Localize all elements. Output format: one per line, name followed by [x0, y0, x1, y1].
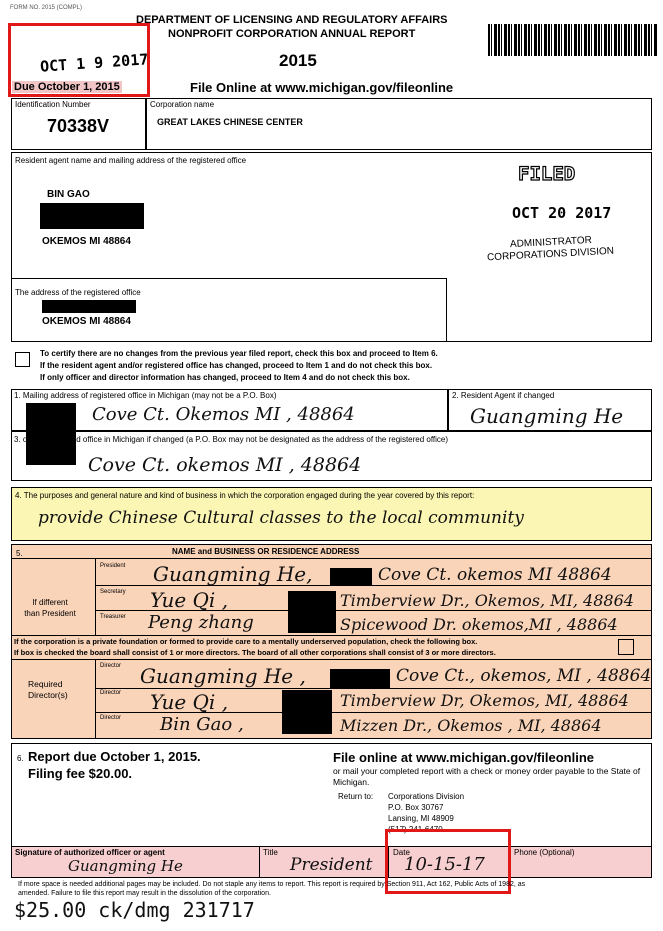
- certify-line-3: If only officer and director information has changed, proceed to Item 4 and do not check this box.: [40, 373, 410, 382]
- director1-name[interactable]: Guangming He ,: [140, 664, 306, 688]
- no-change-checkbox[interactable]: [15, 352, 30, 367]
- item1-label: 1. Mailing address of registered office in Michigan (may not be a P.O. Box): [14, 391, 277, 400]
- director2-name[interactable]: Yue Qi ,: [150, 690, 229, 714]
- item5-num: 5.: [16, 549, 23, 558]
- treasurer-name[interactable]: Peng zhang: [148, 612, 254, 633]
- signature-label: Signature of authorized officer or agent: [15, 848, 165, 857]
- redacted-street: [40, 203, 144, 229]
- corp-name: GREAT LAKES CHINESE CENTER: [157, 117, 303, 127]
- signature-value[interactable]: Guangming He: [68, 857, 183, 875]
- reg-office-label: The address of the registered office: [15, 288, 141, 297]
- item5-title-rule: [11, 558, 652, 559]
- item3-value[interactable]: Cove Ct. okemos MI , 48864: [88, 454, 362, 476]
- redacted-president: [330, 568, 372, 586]
- item6-fee: Filing fee $20.00.: [28, 766, 133, 781]
- item2-label: 2. Resident Agent if changed: [452, 391, 555, 400]
- secretary-name[interactable]: Yue Qi ,: [150, 588, 229, 612]
- filed-division: CORPORATIONS DIVISION: [486, 245, 615, 264]
- item6-file-online[interactable]: File online at www.michigan.gov/fileonline: [333, 750, 594, 765]
- private-foundation-checkbox[interactable]: [618, 639, 634, 655]
- role-treasurer: Treasurer: [100, 614, 126, 620]
- role-director-3: Director: [100, 715, 122, 721]
- if-different-label: If different than President: [24, 598, 76, 618]
- role-president: President: [100, 563, 126, 569]
- footer-line-1: If more space is needed additional pages may be included. Do not staple any items to report. This report is required by Section 911, Act 162, Public Acts of 1982, as: [18, 881, 526, 888]
- filed-stamp: FILED: [518, 163, 576, 185]
- treasurer-addr[interactable]: Spicewood Dr. okemos,MI , 48864: [340, 615, 618, 634]
- report-year: 2015: [279, 51, 317, 70]
- private-line-2: If box is checked the board shall consist of 1 or more directors. The board of all other corporations shall consist of 3 or more directors.: [14, 648, 496, 657]
- role-director-1: Director: [100, 663, 122, 669]
- date-label: Date: [393, 848, 410, 857]
- ident-label: Identification Number: [15, 100, 91, 109]
- sig-title-divider: [259, 846, 260, 878]
- due-date: Due October 1, 2015: [14, 81, 120, 93]
- director1-addr[interactable]: Cove Ct., okemos, MI , 48864: [396, 666, 652, 686]
- item6-addr3: Lansing, MI 48909: [388, 814, 454, 823]
- barcode: [488, 24, 658, 56]
- private-rule: [11, 635, 652, 636]
- item4-value[interactable]: provide Chinese Cultural classes to the local community: [38, 508, 524, 528]
- item4-label: 4. The purposes and general nature and kind of business in which the corporation engaged during the year covered by this report:: [15, 491, 475, 500]
- date-value[interactable]: 10-15-17: [404, 854, 485, 875]
- director-col-rule: [95, 659, 96, 739]
- redacted-director1: [330, 669, 390, 689]
- item6-return-to: Return to:: [338, 792, 374, 801]
- secretary-rule: [95, 610, 652, 611]
- reg-office-city: OKEMOS MI 48864: [42, 316, 131, 327]
- private-line-1: If the corporation is a private foundation or formed to provide care to a mentally underserved population, check the following box.: [14, 637, 478, 646]
- role-secretary: Secretary: [100, 589, 126, 595]
- item6-phone: (517) 241-6470: [388, 825, 443, 834]
- agent-label: Resident agent name and mailing address of the registered office: [15, 156, 247, 165]
- department-title: DEPARTMENT OF LICENSING AND REGULATORY AFFAIRS: [136, 14, 448, 26]
- ident-number: 70338V: [47, 116, 110, 136]
- file-online-link[interactable]: File Online at www.michigan.gov/fileonline: [190, 80, 454, 95]
- agent-name: BIN GAO: [47, 189, 90, 200]
- item1-value[interactable]: Cove Ct. Okemos MI , 48864: [92, 404, 355, 425]
- redacted-secretary: [288, 591, 336, 633]
- president-name[interactable]: Guangming He,: [153, 562, 313, 586]
- title-label: Title: [263, 848, 278, 857]
- corp-label: Corporation name: [150, 100, 215, 109]
- director2-rule: [95, 712, 652, 713]
- form-number: FORM NO. 2015 (COMPL): [10, 5, 83, 11]
- received-date-stamp: OCT 1 9 2017: [39, 50, 149, 76]
- item3-label: 3. of the registered office in Michigan if changed (a P.O. Box may not be designated as the address of the registered office): [14, 435, 449, 444]
- director3-name[interactable]: Bin Gao ,: [160, 714, 244, 735]
- item5-title: NAME and BUSINESS OR RESIDENCE ADDRESS: [172, 547, 360, 556]
- redacted-reg-street: [42, 300, 136, 313]
- item6-num: 6.: [17, 754, 24, 763]
- item6-addr2: P.O. Box 30767: [388, 803, 444, 812]
- item2-value[interactable]: Guangming He: [470, 404, 624, 428]
- president-addr[interactable]: Cove Ct. okemos MI 48864: [378, 565, 612, 585]
- item6-report-due: Report due October 1, 2015.: [28, 749, 201, 764]
- phone-label: Phone (Optional): [514, 848, 575, 857]
- filed-date: OCT 20 2017: [512, 204, 612, 222]
- president-rule: [95, 585, 652, 586]
- filed-admin: ADMINISTRATOR: [509, 234, 593, 251]
- footer-line-2: amended. Failure to file this report may result in the dissolution of the corporation.: [18, 890, 271, 897]
- report-title: NONPROFIT CORPORATION ANNUAL REPORT: [168, 28, 416, 40]
- received-highlight-box: [8, 23, 150, 97]
- agent-city: OKEMOS MI 48864: [42, 236, 131, 247]
- title-value[interactable]: President: [290, 855, 373, 875]
- directors-top-rule: [11, 659, 652, 660]
- director3-addr[interactable]: Mizzen Dr., Okemos , MI, 48864: [340, 716, 602, 735]
- item6-addr1: Corporations Division: [388, 792, 465, 801]
- certify-line-2: If the resident agent and/or registered office has changed, proceed to Item 1 and do not check this box.: [40, 361, 433, 370]
- required-directors-label: Required Director(s): [28, 679, 68, 700]
- director2-addr[interactable]: Timberview Dr, Okemos, MI, 48864: [340, 691, 629, 710]
- certify-line-1: To certify there are no changes from the previous year filed report, check this box and proceed to Item 6.: [40, 349, 438, 358]
- director1-rule: [95, 688, 652, 689]
- handwritten-payment-note: $25.00 ck/dmg 231717: [14, 898, 255, 922]
- item6-mail-text: or mail your completed report with a check or money order payable to the State of Michigan.: [333, 766, 641, 787]
- role-director-2: Director: [100, 690, 122, 696]
- secretary-addr[interactable]: Timberview Dr., Okemos, MI, 48864: [340, 591, 634, 610]
- officer-col-rule: [95, 558, 96, 636]
